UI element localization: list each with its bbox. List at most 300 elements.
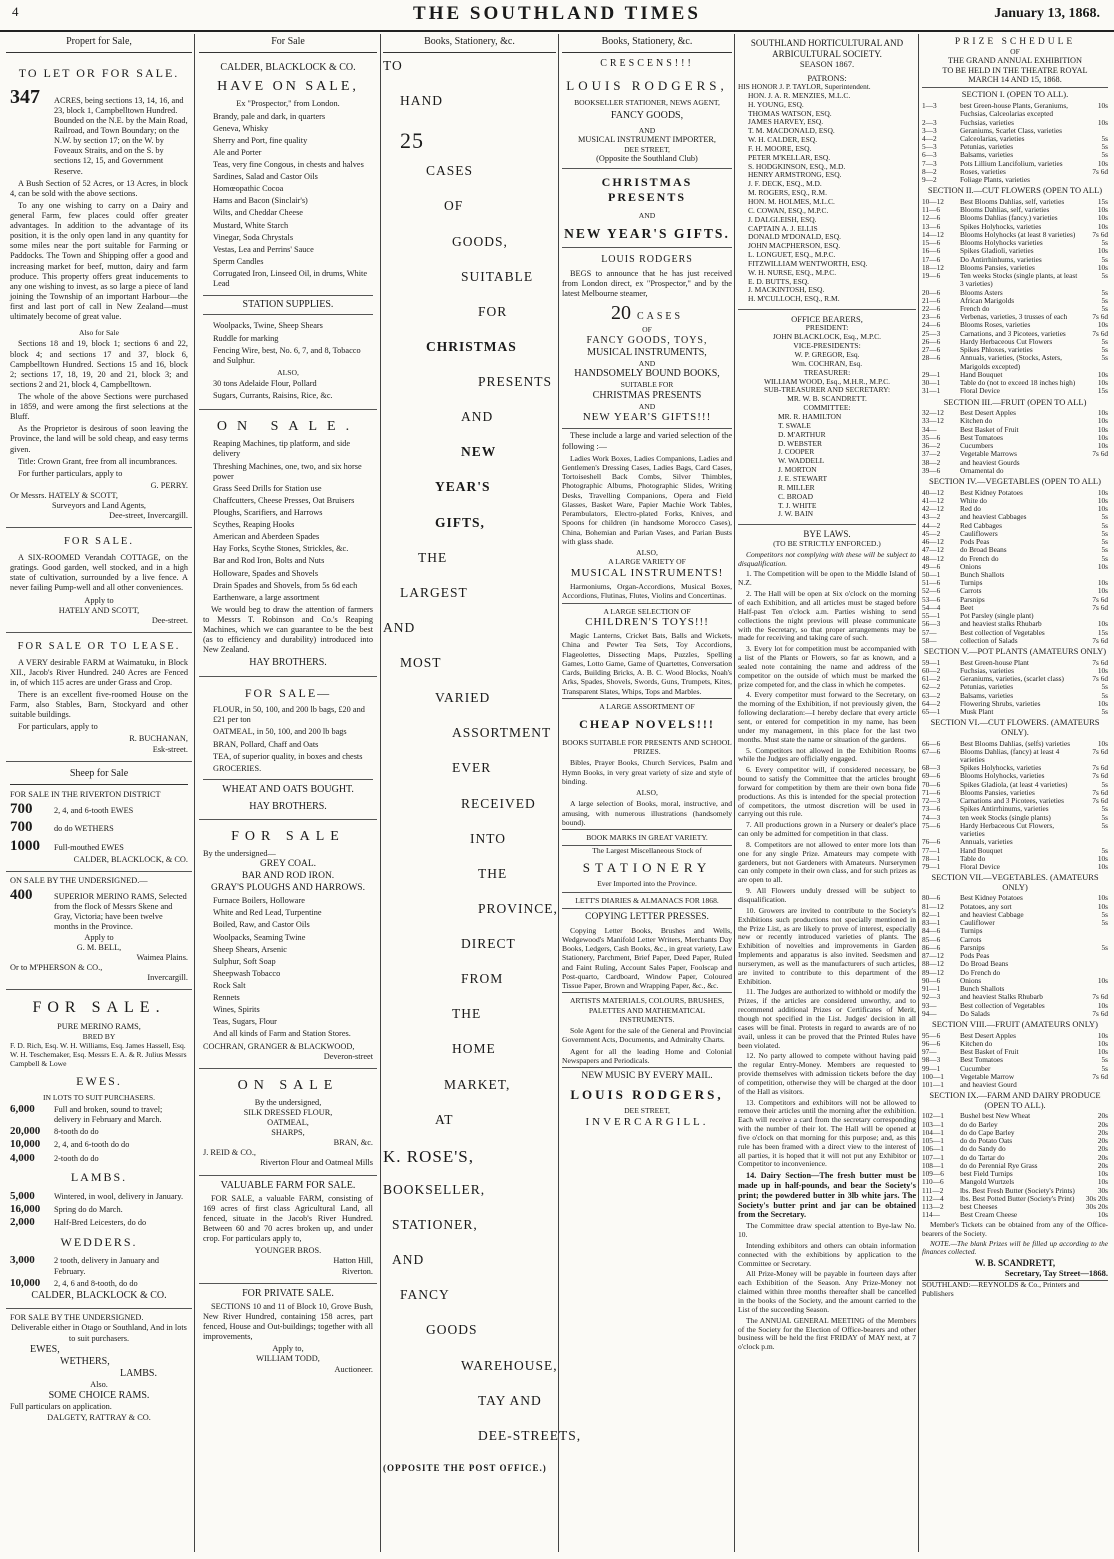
prize-number: 94—	[922, 1008, 937, 1018]
prize-number: 35—6	[922, 432, 941, 442]
prize-amount: 7s 6d	[1092, 449, 1108, 459]
prize-row	[922, 977, 1108, 985]
advertiser: LOUIS RODGERS,	[570, 1086, 724, 1102]
prize-item: Hardy Herbaceous Cut Flowers	[960, 336, 1053, 346]
prize-amount: 10s	[1097, 432, 1108, 442]
advertiser: CALDER, BLACKLOCK & CO.	[31, 1290, 167, 1302]
prize-number: 112—4	[922, 1193, 944, 1203]
ad-body: Harmoniums, Organ-Accordions, Musical Boxes, Accordions, Flutinas, Flutes, Violins and Concertinas.	[562, 582, 732, 601]
quantity: 2,000	[10, 1216, 35, 1229]
prize-number: 30—1	[922, 378, 941, 388]
newspaper-title: THE SOUTHLAND TIMES	[413, 3, 701, 24]
prize-amount: 7s 6d	[1092, 166, 1108, 176]
ad-body: BEGS to announce that he has just received from London direct, ex "Prospector," and by the latest Melbourne steamer,	[562, 268, 732, 298]
prize-amount: 30s	[1097, 1185, 1108, 1195]
advertiser-address: INVERCARGILL.	[585, 1115, 709, 1128]
advert-word: EVER	[452, 760, 492, 776]
ad-pure-merino	[6, 990, 192, 1309]
prize-amount: 5s	[1101, 528, 1108, 538]
advert-word: AND	[383, 620, 416, 636]
rule: 13. Competitors and exhibitors will not be allowed to remove their articles until the morning after the exhibition. Each will receive a card from the secretary corresponding with the number of their lot. The Hall will be opened at five o'clock on that morning for this purpose; and, as this rule has been framed with a direct view to the interest of all parties, it is hoped that it will not put any Exhibitor or Competitor to inconvenience.	[738, 1097, 916, 1169]
ad-valuable-farm	[199, 1176, 377, 1284]
list-item: BRAN, &c.	[333, 1138, 373, 1148]
prize-item: Do Broad Beans	[960, 959, 1009, 969]
patron-name: CAPTAIN A. J. ELLIS	[748, 223, 818, 233]
headline: CHRISTMAS PRESENTS	[601, 175, 693, 205]
prize-row	[922, 936, 1108, 944]
prize-number: 54—4	[922, 602, 941, 612]
prize-number: 60—2	[922, 665, 941, 675]
prize-item: Foliage Plants, varieties	[960, 175, 1030, 185]
prize-amount: 7s 6d	[1092, 992, 1108, 1002]
ad-body: Ever Imported into the Province.	[562, 879, 732, 892]
prize-row	[922, 135, 1108, 143]
item: do do WETHERS	[54, 824, 114, 834]
prize-number: 61—2	[922, 674, 941, 684]
prize-number: 1—3	[922, 101, 937, 111]
list-item: Geneva, Whisky	[213, 123, 269, 133]
ad-body: Deliverable either in Otago or Southland, And in lots to suit purchasers.	[11, 1323, 187, 1343]
society-title: SOUTHLAND HORTICULTURAL AND ARBICULTURAL SOCIETY.	[750, 38, 904, 59]
prize-item: Bunch Shallots	[960, 570, 1005, 579]
prize-number: 63—2	[922, 690, 941, 700]
rule: 11. The Judges are authorized to withhold or modify the Prizes, if the articles are considered unworthy, and to recommend additional Prizes or Certificates of Merit, though not specified in the List. Judges' decision in all cases will be final. Protests in regard to awards are of no avail, unless it can be proved that the Printed Rules have been violated.	[738, 987, 916, 1050]
advert-word: AND	[392, 1252, 425, 1268]
ad-body: Apply to	[84, 932, 114, 942]
prize-number: 74—3	[922, 812, 941, 822]
section-heading: SECTION VII.—VEGETABLES. (AMATEURS ONLY)	[931, 872, 1099, 892]
prize-number: 70—6	[922, 779, 941, 789]
column-for-sale	[199, 34, 377, 1552]
prize-amount: 5s	[1101, 909, 1108, 919]
ad-body: The whole of the above Sections were purchased in 1859, and were among the first selections at the Bluff.	[10, 392, 188, 422]
prize-number: 31—1	[922, 386, 941, 396]
prize-number: 37—2	[922, 449, 941, 459]
prize-row	[922, 102, 1108, 118]
advertiser-address: Invercargill.	[147, 972, 188, 982]
prize-item: Do Antirrhinhums, varieties	[960, 254, 1042, 264]
list-item: Rock Salt	[213, 980, 246, 990]
prize-number: 19—6	[922, 271, 941, 281]
ad-body: A SIX-ROOMED Verandah COTTAGE, on the gratings. Good garden, well stocked, and in a high state of cultivation, surrounded by a live fence. A never failing Pump-well and all other conveniences.	[10, 553, 188, 593]
prize-amount: 5s	[1101, 345, 1108, 355]
list-item: Reaping Machines, tip platform, and side delivery	[213, 439, 351, 459]
patron-name: M. ROGERS, ESQ., R.M.	[748, 188, 827, 198]
ad-subhead: GREY COAL.	[259, 859, 317, 870]
prize-number: 39—6	[922, 465, 941, 475]
ad-body: SUPERIOR MERINO RAMS, Selected from the flock of Messrs Skene and Gray, Victoria; have been twelve months in the Province.	[54, 892, 187, 932]
advertiser: COCHRAN, GRANGER & BLACKWOOD,	[203, 1041, 355, 1051]
rule: The ANNUAL GENERAL MEETING of the Members of the Society for the Election of Office-bearers and other business will be held the first FRIDAY of MAY next, at 7 o'clock p.m.	[738, 1315, 916, 1352]
prize-item: and heaviest Gourd	[960, 1079, 1017, 1089]
prize-item: and heaviest Stalks Rhubarb	[960, 992, 1043, 1002]
patron-name: H. YOUNG, ESQ.	[748, 99, 804, 109]
prize-number: 95—6	[922, 1030, 941, 1040]
prize-item: Spikes Holyhocks, varieties	[960, 763, 1042, 773]
prize-item: African Marigolds	[960, 295, 1015, 305]
prize-number: 66—6	[922, 738, 941, 748]
prize-item: Best Blooms Dahlias, (selfs) varieties	[960, 738, 1071, 748]
prize-item: Petunias, varieties	[960, 142, 1014, 152]
ad-title: CRESCENS!!!	[600, 58, 694, 70]
prize-amount: 10s	[1097, 213, 1108, 223]
prize-amount: 15s	[1097, 386, 1108, 396]
patron-name: HON. M. HOLMES, M.L.C.	[748, 196, 835, 206]
ad-body: Ladies Work Boxes, Ladies Companions, Ladies and Gentlemen's Dressing Cases, Ladies Bags, Card Cases, Tortoiseshell Back Combs, Silver Thimbles, Photographic Albums, Photographic Slides, Writing Desks, Travelling Companions, Opera and Field Glasses, Basket Ware, Papier Machie Work Tables, Perambulators, Electro-plated Forks, Knives, and Spoons for children (in handsome Morocco Cases), China, Bohemian and Parian Vases, and Parian Busts with glass shade.	[562, 453, 732, 546]
prize-number: 8—2	[922, 166, 937, 176]
prize-row	[922, 387, 1108, 395]
prize-row	[922, 176, 1108, 184]
prize-number: 7—3	[922, 158, 937, 168]
prize-item: Blooms Dahlias, (fancy) at least 4 varieties	[960, 746, 1060, 764]
prize-amount: 5s	[1101, 336, 1108, 346]
prize-number: 69—6	[922, 771, 941, 781]
prize-item: Kitchen do	[960, 416, 993, 426]
prize-number: 76—6	[922, 837, 941, 847]
prize-row	[922, 855, 1108, 863]
advert-word: DIRECT	[461, 936, 516, 952]
ad-subhead: WEDDERS.	[60, 1234, 138, 1249]
prize-number: 114—	[922, 1210, 940, 1220]
rule: 6. Every competitor will, if considered necessary, be bound to satisfy the Committee that the articles brought forward for competition by them are their own bona fide productions. As this is intended for the special protection of competitors, the utmost discretion will be used in carrying out this rule.	[738, 765, 916, 819]
season: SEASON 1867.	[799, 59, 855, 70]
advertiser: DALGETY, RATTRAY & CO.	[47, 1412, 151, 1422]
item: 2 tooth, delivery in January and February.	[54, 1256, 160, 1276]
prize-item: Blooms Asters	[960, 287, 1003, 297]
prize-row	[922, 426, 1108, 434]
ad-body: By the undersigned,	[254, 1097, 322, 1107]
list-item: Mustard, White Starch	[213, 220, 289, 230]
prize-number: 38—2	[922, 457, 941, 467]
advertiser-address: DEE STREET,	[624, 145, 670, 155]
prize-number: 47—12	[922, 545, 944, 555]
prize-amount: 10s	[1097, 1210, 1108, 1220]
conjunction: OF	[1010, 46, 1020, 56]
prize-item: Carnations, and 3 Picotees, varieties	[960, 328, 1066, 338]
advert-word: HOME	[452, 1041, 496, 1057]
prize-number: 82—1	[922, 909, 941, 919]
advert-word: TAY AND	[478, 1393, 542, 1409]
advertiser: LOUIS RODGERS	[601, 254, 693, 266]
prize-amount: 5s	[1101, 133, 1108, 143]
subhead: BYE LAWS.	[738, 524, 916, 540]
patron-name: W. H. NURSE, ESQ., M.P.C.	[748, 267, 837, 277]
rules-list	[738, 570, 916, 1169]
masthead	[0, 0, 1114, 32]
signatory: W. B. SCANDRETT,	[974, 1258, 1056, 1269]
advert-word: CHRISTMAS	[426, 339, 517, 355]
committee-name: D. WEBSTER	[778, 438, 823, 448]
patron-name: L. LONGUET, ESQ., M.P.C.	[748, 250, 836, 260]
prize-amount	[1084, 176, 1108, 184]
prize-amount: 7s 6d	[1092, 312, 1108, 322]
prize-number: 46—12	[922, 537, 944, 547]
ad-subhead: WHEAT AND OATS BOUGHT.	[203, 779, 373, 796]
advertiser: WILLIAM TODD,	[256, 1354, 320, 1364]
prize-amount: 20s	[1097, 1119, 1108, 1129]
ad-subhead: COPYING LETTER PRESSES.	[585, 911, 709, 922]
prize-row	[922, 847, 1108, 855]
advertiser-address: Dee-street.	[151, 615, 188, 625]
prize-number: 62—2	[922, 682, 941, 692]
ad-title: FOR SALE OR TO LEASE.	[17, 640, 181, 652]
ad-body: As the Proprietor is desirous of soon leaving the Province, the land will be sold cheap, and easy terms given.	[10, 424, 188, 454]
prize-number: 80—6	[922, 893, 941, 903]
ad-body: Bibles, Prayer Books, Church Services, Psalm and Hymn Books, in very great variety of size and style of binding.	[562, 758, 732, 786]
advertiser: HAY BROTHERS.	[249, 801, 327, 813]
item: WETHERS,	[60, 1355, 110, 1367]
prize-row	[922, 563, 1108, 571]
ad-title: FOR SALE.	[64, 536, 134, 548]
committee-name: J. MORTON	[778, 465, 817, 475]
ad-subhead: NEW MUSIC BY EVERY MAIL.	[562, 1067, 732, 1083]
prize-row	[922, 459, 1108, 467]
prize-row	[922, 489, 1108, 497]
prize-item: Annuals, varieties, (Stocks, Asters, Marigolds excepted)	[960, 353, 1062, 371]
prize-number: 25—3	[922, 328, 941, 338]
prize-number: 50—1	[922, 570, 941, 579]
prize-number: 78—1	[922, 853, 941, 863]
ad-for-sale-cottage	[6, 528, 192, 633]
prize-number: 33—12	[922, 416, 944, 426]
officer-name: W. P. GREGOR, Esq.	[794, 349, 860, 359]
prize-item: Pods Peas	[960, 951, 990, 961]
prize-item: do do Perennial Rye Grass	[960, 1160, 1038, 1170]
prize-number: 93—	[922, 1000, 937, 1010]
advert-word: INTO	[470, 831, 506, 847]
committee-list	[738, 413, 916, 519]
prize-amount: 10s	[1097, 1030, 1108, 1040]
prize-item: Beet	[960, 602, 974, 612]
prize-item: Blooms Pansies, varieties	[960, 787, 1035, 797]
prize-amount: 5s	[1101, 845, 1108, 855]
prize-item: Best Cream Cheese	[960, 1210, 1018, 1220]
prize-number: 15—6	[922, 238, 941, 248]
prize-amount: 5s	[1101, 820, 1108, 830]
trade: BOOKSELLER STATIONER, NEWS AGENT,	[574, 98, 720, 108]
prize-item: Balsams, varieties	[960, 690, 1014, 700]
list-item: Hay Forks, Scythe Stones, Strickles, &c.	[213, 544, 349, 554]
ad-subhead: ARTISTS MATERIALS, COLOURS, BRUSHES, PALETTES AND MATHEMATICAL INSTRUMENTS.	[562, 992, 732, 1024]
prize-item: Bunch Shallots	[960, 984, 1005, 994]
subhead: TREASURER:	[803, 367, 851, 377]
prize-row	[922, 675, 1108, 683]
prize-row	[922, 272, 1108, 288]
prize-amount: 10s	[1097, 862, 1108, 872]
advert-word: MOST	[400, 655, 442, 671]
prize-item: Pot Parsley (single plant)	[960, 611, 1034, 621]
prize-amount: 5s	[1101, 537, 1108, 547]
ad-subhead: A LARGE ASSORTMENT OF	[562, 698, 732, 711]
prize-item: Geraniums, Scarlet Class, varieties	[960, 125, 1062, 135]
ad-subhead: IN LOTS TO SUIT PURCHASERS.	[42, 1093, 156, 1103]
advert-word: NEW	[461, 444, 497, 460]
prize-number: 88—12	[922, 959, 944, 969]
headline: CHRISTMAS PRESENTS	[592, 389, 702, 401]
prize-item: Ten weeks Stocks (single plants, at least 3 varieties)	[960, 271, 1078, 289]
headline: CHEAP NOVELS!!!	[579, 717, 715, 732]
prize-number: 57—	[922, 627, 937, 637]
list-item: Sugars, Currants, Raisins, Rice, &c.	[213, 391, 333, 401]
ad-subhead: LETT'S DIARIES & ALMANACS FOR 1868.	[562, 893, 732, 909]
ad-body: CASES	[636, 310, 684, 322]
column-rodgers-advert	[562, 34, 732, 1552]
ad-body: For further particulars, apply to	[18, 468, 123, 478]
prize-number: 81—12	[922, 901, 944, 911]
subhead: OFFICE BEARERS,	[738, 309, 916, 324]
prize-item: Blooms Pansies, varieties	[960, 262, 1035, 272]
advertiser-address: Dee-street, Invercargill.	[109, 511, 188, 521]
prize-amount: 5s	[1101, 287, 1108, 297]
prize-amount: 5s	[1101, 353, 1108, 363]
prize-item: lbs. Best Fresh Butter (Society's Prints)	[960, 1185, 1075, 1195]
prize-amount: 7s 6d	[1092, 771, 1108, 781]
prize-item: Ornamental do	[960, 465, 1004, 475]
prize-row	[922, 1081, 1108, 1089]
rule: The Committee draw special attention to Bye-law No. 10.	[738, 1221, 916, 1240]
prize-amount	[1084, 960, 1108, 968]
acres-number: 347	[10, 85, 40, 108]
ad-body: Agent for all the leading Home and Colonial Newspapers and Periodicals.	[562, 1046, 732, 1065]
advert-word: VARIED	[435, 690, 491, 706]
ad-body: There is an excellent five-roomed House on the Farm, also Stables, Barn, Stockyard and other suitable buildings.	[10, 690, 188, 720]
ad-subhead: Also for Sale	[78, 328, 120, 338]
prize-amount: 5s	[1101, 295, 1108, 305]
prize-number: 92—3	[922, 992, 941, 1002]
prize-row	[922, 1121, 1108, 1129]
prize-item: Mangold Wurtzels	[960, 1177, 1015, 1187]
prize-item: Do Salads	[960, 1008, 990, 1018]
prize-number: 87—12	[922, 951, 944, 961]
conjunction: ALSO,	[636, 548, 658, 558]
prize-row	[922, 1056, 1108, 1064]
advert-word: DEE-STREETS,	[478, 1428, 582, 1444]
prize-amount: 5s	[1101, 690, 1108, 700]
quantity: 20,000	[10, 1124, 41, 1137]
list-item: Sheep Shears, Arsenic	[213, 944, 287, 954]
prize-number: 13—6	[922, 221, 941, 231]
list-item: Teas, Sugars, Flour	[213, 1017, 277, 1027]
rule: 8. Competitors are not allowed to enter more lots than one for any single Prize. Amateurs may compete with gardeners, but not Gardeners with Amateurs. Nurserymen can only compete in their own class, and for such prizes as are open to all.	[738, 839, 916, 885]
prize-amount: 7s 6d	[1092, 787, 1108, 797]
prize-item: Blooms Roses, varieties	[960, 320, 1031, 330]
advert-word: ASSORTMENT	[452, 725, 552, 741]
prize-number: 27—6	[922, 345, 941, 355]
ad-private-sale	[199, 1284, 377, 1381]
advert-word: STATIONER,	[392, 1217, 478, 1233]
ad-body: Apply to	[84, 595, 114, 605]
prize-amount: 7s 6d	[1092, 1071, 1108, 1081]
prize-amount: 5s	[1101, 918, 1108, 928]
advertiser: Or to M'PHERSON & CO.,	[10, 962, 103, 972]
prize-amount: 10s	[1097, 369, 1108, 379]
prize-number: 64—2	[922, 698, 941, 708]
prize-number: 102—1	[922, 1111, 944, 1121]
prize-amount: 5s	[1101, 942, 1108, 952]
advert-word: 25	[400, 128, 424, 154]
prize-amount: 5s	[1101, 254, 1108, 264]
prize-amount: 10s	[1097, 1000, 1108, 1010]
quantity: 700	[10, 800, 33, 817]
list-item: Boiled, Raw, and Castor Oils	[213, 920, 310, 930]
prize-row	[922, 522, 1108, 530]
section-heading: SECTION VI.—CUT FLOWERS. (AMATEURS ONLY).	[930, 717, 1100, 737]
prize-row	[922, 927, 1108, 935]
prize-row	[922, 1002, 1108, 1010]
ad-title: ON SALE BY THE UNDERSIGNED.—	[10, 875, 148, 885]
advert-word: RECEIVED	[461, 796, 536, 812]
advert-word: GIFTS,	[435, 515, 485, 531]
prize-row	[922, 143, 1108, 151]
prize-row	[922, 467, 1108, 475]
committee-name: W. WADDELL	[778, 456, 825, 466]
prize-item: Floral Device	[960, 862, 1000, 872]
prize-item: Vegetable Marrows	[960, 449, 1017, 459]
ad-body: For particulars, apply to	[18, 722, 98, 732]
ad-title: FOR SALE—	[244, 685, 332, 700]
ad-flour	[199, 677, 377, 821]
section-header: Books, Stationery, &c.	[562, 34, 732, 53]
list-item: Vinegar, Soda Chrystals	[213, 232, 294, 242]
section-header: For Sale	[199, 34, 377, 53]
prize-number: 75—6	[922, 820, 941, 830]
prize-amount: 10s	[1097, 853, 1108, 863]
prize-item: Potatoes, any sort	[960, 901, 1012, 911]
prize-number: 22—6	[922, 304, 941, 314]
prize-item: Kitchen do	[960, 1038, 993, 1048]
prize-amount	[1084, 952, 1108, 960]
prize-number: 34—	[922, 424, 937, 434]
prize-row	[922, 546, 1108, 554]
list-item: Sperm Candles	[213, 256, 264, 266]
advert-word: GOODS,	[452, 234, 508, 250]
prize-row	[922, 379, 1108, 387]
prize-row	[922, 513, 1108, 521]
ad-body: Full particulars on application.	[10, 1402, 112, 1412]
prize-row	[922, 1048, 1108, 1056]
list-item: SILK DRESSED FLOUR,	[243, 1107, 333, 1117]
prize-number: 68—3	[922, 763, 941, 773]
prize-item: Best Basket of Fruit	[960, 424, 1019, 434]
quantity: 10,000	[10, 1138, 41, 1151]
prize-row	[922, 748, 1108, 764]
rule: 12. No party allowed to compete without having paid the regular Entry-Money. Members are requested to provide themselves with admission tickets before the day of competition, otherwise they will be charged at the door of the Hall as visitors.	[738, 1051, 916, 1096]
quantity: 4,000	[10, 1151, 35, 1164]
list-item: Hams and Bacon (Sinclair's)	[213, 196, 308, 206]
prize-item: Annuals, varieties	[960, 837, 1013, 847]
rule: 4. Every competitor must forward to the Secretary, on the morning of the Exhibition, if not previously given, the following declaration:—I hereby declare that every article sent, or entered for competition in my name, has been under my management, in this place for the last two months. Must state the name or situation of the gardens.	[738, 690, 916, 744]
prize-amount: 10s	[1097, 698, 1108, 708]
prize-number: 89—12	[922, 967, 944, 977]
prize-number: 83—1	[922, 918, 941, 928]
prize-item: Carrots	[960, 934, 982, 944]
prize-number: 18—12	[922, 262, 944, 272]
prize-item: Table do	[960, 853, 986, 863]
prize-number: 10—12	[922, 196, 944, 206]
list-item: Ale and Porter	[213, 147, 262, 157]
prize-number: 21—6	[922, 295, 941, 305]
ad-body: Magic Lanterns, Cricket Bats, Balls and Wickets, China and Pewter Tea Sets, Toy Accordions, Flageolettes, Dissecting Maps, Puzzles, Spelling Games, Lotto Game, Game of Quartettes, Conversation Cards, Building Bricks, A. B. C. Wood Blocks, Noah's Arks, Spades, Shovels, Swords, Guns, Trumpets, Kites, Transparent Slates, Whips, Tops and Marbles.	[562, 631, 732, 696]
prize-amount: 5s	[1101, 682, 1108, 692]
prize-number: 44—2	[922, 520, 941, 530]
list-item: Fencing Wire, best, No. 6, 7, and 8, Tobacco and Sulphur.	[213, 345, 361, 365]
prize-number: 91—1	[922, 984, 941, 994]
prize-row	[922, 1065, 1108, 1073]
advertiser: HAY BROTHERS.	[249, 657, 327, 669]
headline: NEW YEAR'S GIFTS.	[562, 226, 732, 248]
prize-amount: 10s	[1097, 975, 1108, 985]
advert-word: BOOKSELLER,	[383, 1182, 486, 1198]
